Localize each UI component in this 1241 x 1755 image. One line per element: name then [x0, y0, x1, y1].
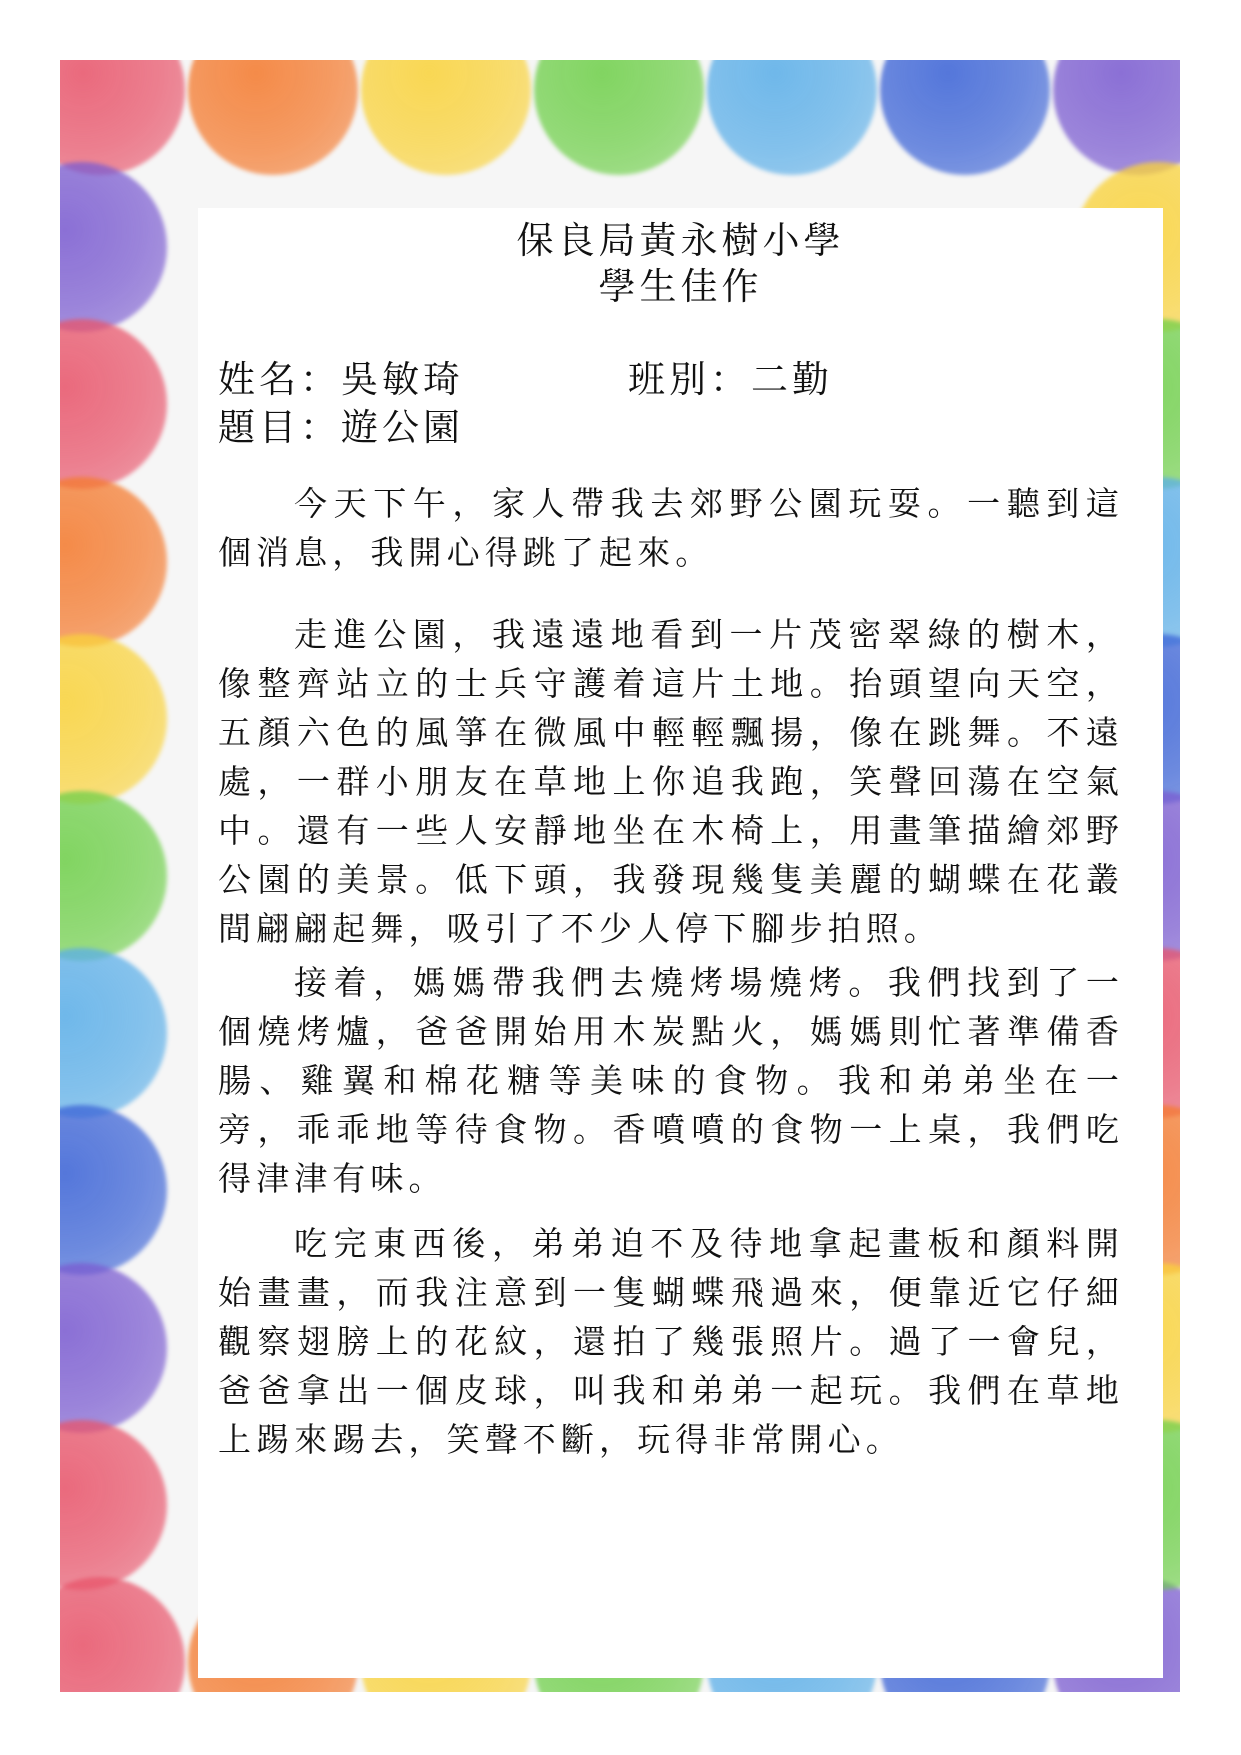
student-name-row: [218, 349, 464, 403]
watercolor-dot: [60, 162, 167, 332]
essay-paragraph: 吃完東西後，弟弟迫不及待地拿起畫板和顏料開始畫畫，而我注意到一隻蝴蝶飛過來，便靠近它仔細觀察翅膀上的花紋，還拍了幾張照片。過了一會兒，爸爸拿出一個皮球，叫我和弟弟一起玩。我們在草地上踢來踢去，笑聲不斷，玩得非常開心。: [218, 1224, 1124, 1459]
watercolor-dot: [60, 634, 167, 804]
essay-sheet: [198, 208, 1163, 1678]
watercolor-dot: [60, 319, 167, 489]
essay-paragraph: 走進公園，我遠遠地看到一片茂密翠綠的樹木，像整齊站立的士兵守護着這片土地。抬頭望向天空，五顏六色的風箏在微風中輕輕飄揚，像在跳舞。不遠處，一群小朋友在草地上你追我跑，笑聲回蕩在空氣中。還有一些人安靜地坐在木椅上，用畫筆描繪郊野公園的美景。低下頭，我發現幾隻美麗的蝴蝶在花叢間翩翩起舞，吸引了不少人停下腳步拍照。: [218, 615, 1124, 948]
school-name: 保良局黃永樹小學: [516, 219, 845, 262]
watercolor-dot: [60, 1263, 167, 1433]
class-value: 二勤: [751, 358, 833, 401]
watercolor-dot: [60, 791, 167, 961]
watercolor-dot: [188, 60, 358, 175]
watercolor-dot: [60, 1420, 167, 1590]
watercolor-dot: [60, 1105, 167, 1275]
watercolor-dot: [534, 60, 704, 175]
watercolor-dot: [60, 477, 167, 647]
topic-row: [218, 397, 464, 451]
watercolor-dot: [880, 60, 1050, 175]
watercolor-border: [60, 60, 1180, 1692]
essay-paragraph: 接着，媽媽帶我們去燒烤場燒烤。我們找到了一個燒烤爐，爸爸開始用木炭點火，媽媽則忙著準備香腸、雞翼和棉花糖等美味的食物。我和弟弟坐在一旁，乖乖地等待食物。香噴噴的食物一上桌，我們吃得津津有味。: [218, 963, 1124, 1198]
essay-paragraph: 今天下午，家人帶我去郊野公園玩耍。一聽到這個消息，我開心得跳了起來。: [218, 484, 1124, 572]
name-value: 吳敏琦: [341, 358, 464, 401]
watercolor-dot: [1053, 60, 1180, 175]
name-label: 姓名：: [218, 358, 341, 401]
class-label: 班別：: [628, 358, 751, 401]
watercolor-dot: [361, 60, 531, 175]
topic-label: 題目：: [218, 406, 341, 449]
watercolor-dot: [60, 948, 167, 1118]
watercolor-dot: [60, 60, 185, 175]
class-row: [628, 349, 833, 403]
topic-value: 遊公園: [341, 406, 464, 449]
watercolor-dot: [60, 1577, 185, 1692]
page-subtitle: 學生佳作: [598, 265, 763, 308]
watercolor-dot: [707, 60, 877, 175]
